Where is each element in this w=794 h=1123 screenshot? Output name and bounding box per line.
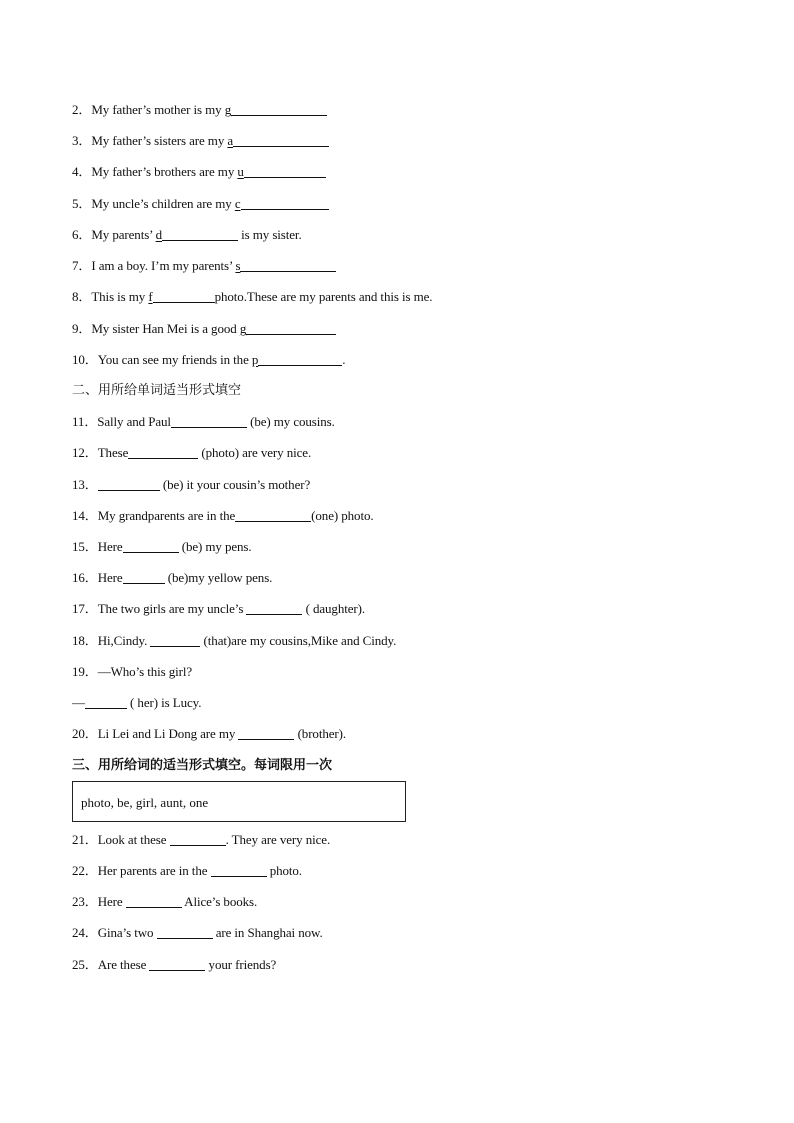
question-number: 21． <box>72 832 98 847</box>
question-text: You can see my friends in the <box>97 352 252 367</box>
question-7 <box>72 257 336 275</box>
answer-blank[interactable] <box>123 539 179 553</box>
answer-blank[interactable] <box>258 352 342 366</box>
section-2-title: 二、用所给单词适当形式填空 <box>72 383 242 398</box>
answer-blank[interactable] <box>150 633 200 647</box>
answer-blank[interactable] <box>211 863 267 877</box>
question-text-after: ( her) is Lucy. <box>126 695 202 710</box>
question-number: 19． <box>72 664 98 679</box>
question-text: My father’s sisters are my <box>91 133 228 148</box>
answer-blank[interactable] <box>240 258 336 272</box>
question-text: I am a boy. I’m my parents’ <box>91 258 236 273</box>
question-2 <box>72 101 327 119</box>
question-text: Are these <box>97 957 150 972</box>
question-23 <box>72 893 257 911</box>
dash: — <box>72 695 85 710</box>
first-letter-hint: p <box>251 352 259 367</box>
question-25 <box>72 956 276 974</box>
question-4 <box>72 163 326 181</box>
first-letter-hint: c <box>234 196 241 211</box>
question-5 <box>72 195 329 213</box>
question-number: 14． <box>72 508 98 523</box>
question-text: Here <box>97 570 123 585</box>
question-text: Sally and Paul <box>97 414 171 429</box>
first-letter-hint: f <box>148 289 153 304</box>
question-number: 2． <box>72 102 92 117</box>
question-9 <box>72 320 336 338</box>
question-text: My uncle’s children are my <box>91 196 235 211</box>
question-text-after: (be) my pens. <box>178 539 252 554</box>
question-text-after: (be)my yellow pens. <box>164 570 273 585</box>
question-text: Gina’s two <box>97 925 157 940</box>
question-text: My father’s mother is my <box>91 102 225 117</box>
answer-blank[interactable] <box>128 445 198 459</box>
question-text: Her parents are in the <box>97 863 211 878</box>
question-text-after: are in Shanghai now. <box>212 925 323 940</box>
answer-blank[interactable] <box>153 289 215 303</box>
question-number: 13． <box>72 477 98 492</box>
question-16 <box>72 569 272 587</box>
answer-blank[interactable] <box>171 414 247 428</box>
question-text: —Who’s this girl? <box>97 664 193 679</box>
question-text-after: . They are very nice. <box>225 832 331 847</box>
question-20 <box>72 725 346 743</box>
question-text: My sister Han Mei is a good <box>91 321 240 336</box>
question-21 <box>72 831 330 849</box>
question-number: 18． <box>72 633 98 648</box>
question-text-after: (be) my cousins. <box>246 414 335 429</box>
answer-blank[interactable] <box>231 102 327 116</box>
question-text: Li Lei and Li Dong are my <box>97 726 239 741</box>
question-number: 25． <box>72 957 98 972</box>
question-text-after: Alice’s books. <box>181 894 258 909</box>
answer-blank[interactable] <box>123 570 165 584</box>
question-text: My parents’ <box>91 227 156 242</box>
question-12 <box>72 444 311 462</box>
question-text-after: your friends? <box>205 957 277 972</box>
question-text: My father’s brothers are my <box>91 164 238 179</box>
question-text-after: (one) photo. <box>311 508 374 523</box>
first-letter-hint: g <box>224 102 232 117</box>
word-bank-text: photo, be, girl, aunt, one <box>81 795 209 810</box>
first-letter-hint: d <box>155 227 162 242</box>
first-letter-hint: s <box>235 258 241 273</box>
answer-blank[interactable] <box>157 925 213 939</box>
answer-blank[interactable] <box>246 321 336 335</box>
question-18 <box>72 632 396 650</box>
question-number: 3． <box>72 133 92 148</box>
question-number: 24． <box>72 925 98 940</box>
question-number: 23． <box>72 894 98 909</box>
answer-blank[interactable] <box>235 508 311 522</box>
question-22 <box>72 862 302 880</box>
question-number: 7． <box>72 258 92 273</box>
question-number: 9． <box>72 321 92 336</box>
question-text: This is my <box>91 289 149 304</box>
question-6 <box>72 226 302 244</box>
answer-blank[interactable] <box>241 196 329 210</box>
answer-blank[interactable] <box>170 832 226 846</box>
question-text-after: ( daughter). <box>302 601 366 616</box>
answer-blank[interactable] <box>244 164 326 178</box>
question-11 <box>72 413 335 431</box>
answer-blank[interactable] <box>246 601 302 615</box>
answer-blank[interactable] <box>162 227 238 241</box>
question-number: 8． <box>72 289 92 304</box>
question-19 <box>72 663 192 681</box>
question-text-after: (photo) are very nice. <box>198 445 312 460</box>
question-text-after: (brother). <box>294 726 347 741</box>
question-text-after: photo. <box>266 863 302 878</box>
question-8 <box>72 288 432 306</box>
question-text-after: (be) it your cousin’s mother? <box>159 477 311 492</box>
question-text: Here <box>97 894 126 909</box>
answer-blank[interactable] <box>85 695 127 709</box>
question-24 <box>72 924 323 942</box>
question-17 <box>72 600 365 618</box>
question-15 <box>72 538 252 556</box>
answer-blank[interactable] <box>238 726 294 740</box>
answer-blank[interactable] <box>126 894 182 908</box>
answer-blank[interactable] <box>149 957 205 971</box>
question-3 <box>72 132 329 150</box>
question-13 <box>72 476 310 494</box>
question-text-after: . <box>342 352 346 367</box>
answer-blank[interactable] <box>98 477 160 491</box>
question-number: 22． <box>72 863 98 878</box>
question-19-answer <box>72 694 201 712</box>
question-text: These <box>97 445 129 460</box>
section-3-title: 三、用所给词的适当形式填空。每词限用一次 <box>72 758 333 773</box>
answer-blank[interactable] <box>233 133 329 147</box>
question-text-after: is my sister. <box>237 227 302 242</box>
question-number: 5． <box>72 196 92 211</box>
word-bank-box <box>72 781 406 822</box>
first-letter-hint: g <box>239 321 247 336</box>
question-text-after: photo.These are my parents and this is me. <box>214 289 433 304</box>
question-number: 6． <box>72 227 92 242</box>
question-text: My grandparents are in the <box>97 508 236 523</box>
question-14 <box>72 507 374 525</box>
question-text: Here <box>97 539 123 554</box>
question-number: 17． <box>72 601 98 616</box>
question-text: The two girls are my uncle’s <box>97 601 247 616</box>
question-number: 12． <box>72 445 98 460</box>
question-text-after: (that)are my cousins,Mike and Cindy. <box>200 633 397 648</box>
question-number: 10． <box>72 352 98 367</box>
first-letter-hint: a <box>227 133 234 148</box>
question-number: 4． <box>72 164 92 179</box>
question-text: Look at these <box>97 832 170 847</box>
question-text: Hi,Cindy. <box>97 633 151 648</box>
question-number: 20． <box>72 726 98 741</box>
question-number: 11． <box>72 414 98 429</box>
question-10 <box>72 351 345 369</box>
first-letter-hint: u <box>237 164 244 179</box>
question-number: 16． <box>72 570 98 585</box>
question-number: 15． <box>72 539 98 554</box>
